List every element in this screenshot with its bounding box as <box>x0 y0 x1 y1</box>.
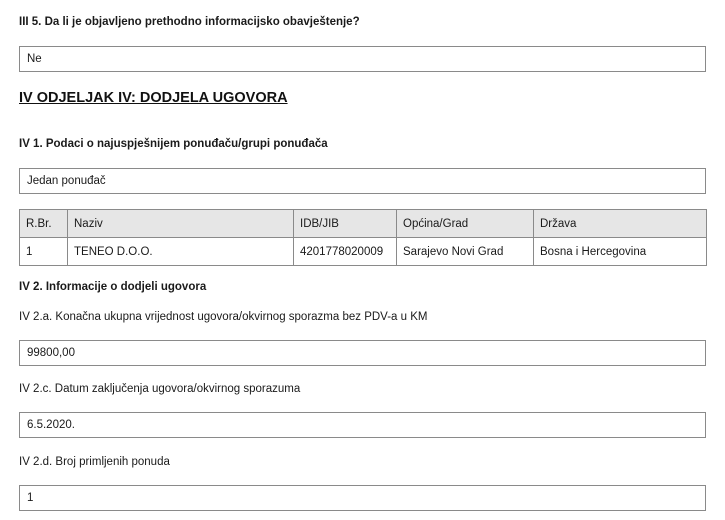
column-header-opcina-grad: Općina/Grad <box>397 210 534 238</box>
cell-opcina-grad: Sarajevo Novi Grad <box>397 238 534 266</box>
answer-iv1-field: Jedan ponuđač <box>19 168 706 194</box>
column-header-idb-jib: IDB/JIB <box>294 210 397 238</box>
question-iii5-label: III 5. Da li je objavljeno prethodno informacijsko obavještenje? <box>19 16 360 28</box>
column-header-rbr: R.Br. <box>20 210 68 238</box>
bidders-table <box>19 209 707 266</box>
answer-iii5-field: Ne <box>19 46 706 72</box>
question-iv1-label: IV 1. Podaci o najuspješnijem ponuđaču/grupi ponuđača <box>19 138 328 150</box>
cell-rbr: 1 <box>20 238 68 266</box>
answer-iv2c-field: 6.5.2020. <box>19 412 706 438</box>
column-header-drzava: Država <box>534 210 707 238</box>
table-header-row <box>20 210 707 238</box>
answer-iv2d-field: 1 <box>19 485 706 511</box>
question-iv2-label: IV 2. Informacije o dodjeli ugovora <box>19 281 207 293</box>
question-iv2c-label: IV 2.c. Datum zaključenja ugovora/okvirnog sporazuma <box>19 383 301 395</box>
cell-idb-jib: 4201778020009 <box>294 238 397 266</box>
column-header-naziv: Naziv <box>68 210 294 238</box>
table-row <box>20 238 707 266</box>
question-iv2d-label: IV 2.d. Broj primljenih ponuda <box>19 456 170 468</box>
section-iv-title: IV ODJELJAK IV: DODJELA UGOVORA <box>19 90 288 106</box>
cell-drzava: Bosna i Hercegovina <box>534 238 707 266</box>
answer-iv2a-field: 99800,00 <box>19 340 706 366</box>
cell-naziv: TENEO D.O.O. <box>68 238 294 266</box>
question-iv2a-label: IV 2.a. Konačna ukupna vrijednost ugovora/okvirnog sporazma bez PDV-a u KM <box>19 311 428 323</box>
